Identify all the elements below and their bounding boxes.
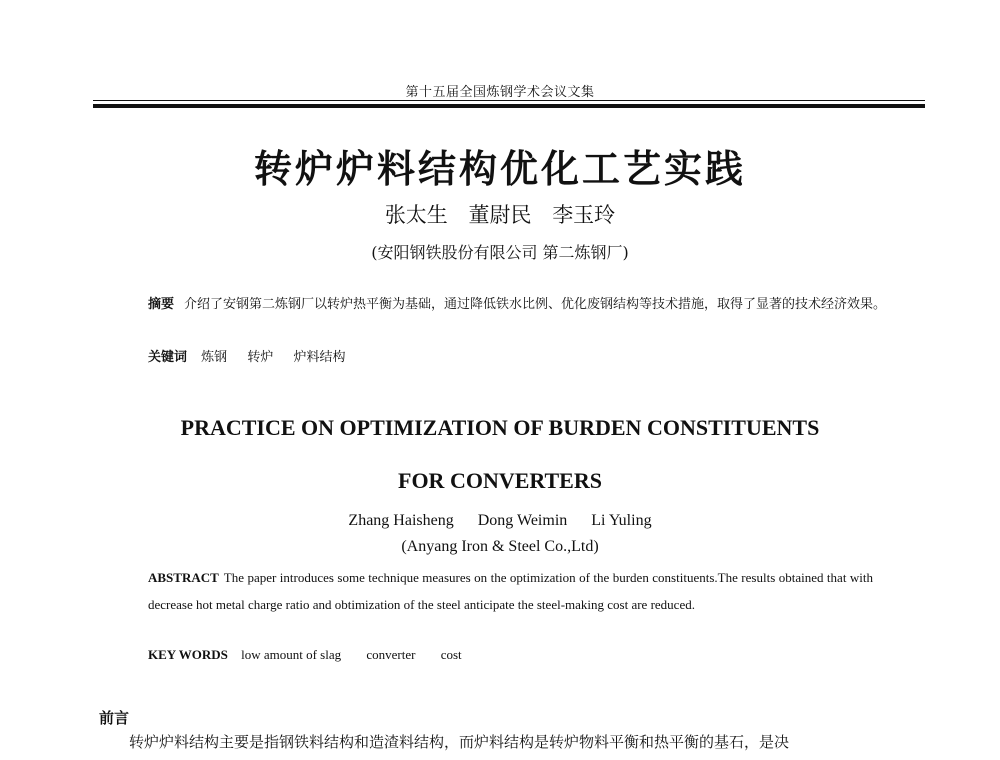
author-en-2: Dong Weimin: [477, 512, 568, 529]
keywords-en: [148, 647, 484, 663]
authors-en: [0, 512, 1000, 530]
intro-body-text: 转炉炉料结构主要是指钢铁料结构和造渣料结构，而炉料结构是转炉物料平衡和热平衡的基石，是决: [129, 733, 790, 751]
keywords-cn-label: 关键词: [148, 350, 188, 365]
author-cn-2: 董尉民: [468, 203, 532, 227]
header-rule-thick: [93, 104, 925, 108]
keywords-en-label: KEY WORDS: [148, 647, 228, 662]
abstract-en-label: ABSTRACT: [148, 570, 219, 585]
keyword-en-3: cost: [440, 647, 462, 662]
abstract-cn: [148, 293, 893, 317]
author-cn-3: 李玉玲: [552, 203, 616, 227]
abstract-en-text: The paper introduces some technique measures on the optimization of the burden constituents.The results obtained that with decrease hot metal charge ratio and obtimization of the steel anticipate the steel-making cost are reduced.: [148, 570, 873, 612]
paper-title-en-line2: FOR CONVERTERS: [398, 468, 602, 493]
abstract-cn-label: 摘要: [148, 297, 175, 312]
affiliation-cn: (安阳钢铁股份有限公司 第二炼钢厂): [371, 243, 629, 262]
author-cn-1: 张太生: [384, 203, 448, 227]
authors-cn: [0, 199, 1000, 229]
keyword-en-2: converter: [366, 647, 416, 662]
header-rule-thin: [93, 100, 925, 101]
keyword-en-1: low amount of slag: [241, 647, 342, 662]
running-header: 第十五届全国炼钢学术会议文集: [405, 85, 595, 100]
keyword-cn-2: 转炉: [247, 350, 274, 365]
author-en-3: Li Yuling: [591, 512, 652, 529]
keywords-cn: [148, 346, 893, 370]
affiliation-en: (Anyang Iron & Steel Co.,Ltd): [401, 538, 599, 555]
abstract-en: [148, 564, 873, 618]
paper-title-cn: 转炉炉料结构优化工艺实践: [253, 146, 746, 191]
keyword-cn-3: 炉料结构: [293, 350, 346, 365]
keyword-cn-1: 炼钢: [201, 350, 228, 365]
author-en-1: Zhang Haisheng: [348, 512, 454, 529]
abstract-cn-text: 介绍了安钢第二炼钢厂以转炉热平衡为基础，通过降低铁水比例、优化废钢结构等技术措施，取得了显著的技术经济效果。: [184, 297, 887, 312]
paper-title-en-line1: PRACTICE ON OPTIMIZATION OF BURDEN CONSTITUENTS: [180, 415, 820, 440]
section-heading-intro: 前言: [99, 709, 130, 727]
